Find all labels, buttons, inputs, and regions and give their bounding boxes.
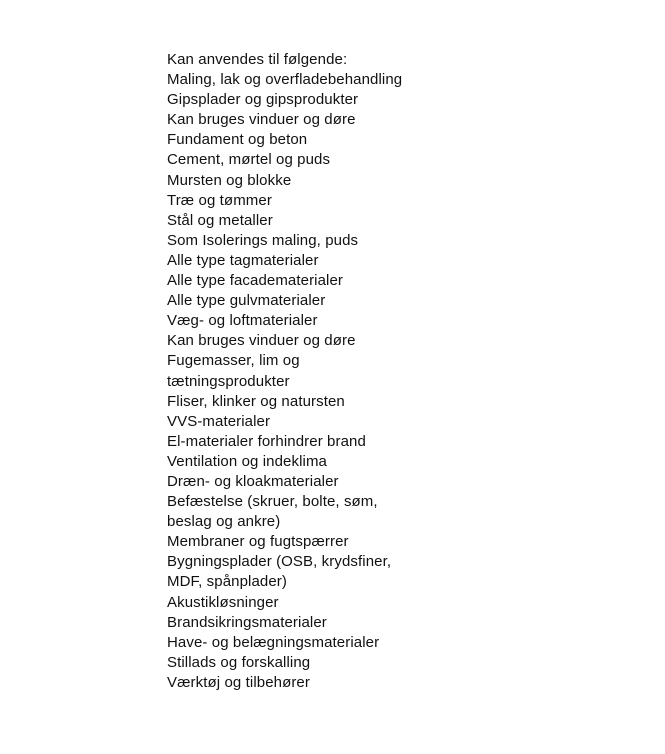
- list-heading: Kan anvendes til følgende:: [167, 51, 348, 68]
- list-item-continuation: MDF, spånplader): [167, 573, 287, 591]
- list-item: Stillads og forskalling: [167, 653, 311, 671]
- list-item: Fundament og beton: [167, 131, 308, 149]
- list-item: Membraner og fugtspærrer: [167, 533, 349, 551]
- list-item: Dræn- og kloakmaterialer: [167, 472, 339, 490]
- list-item: Akustikløsninger: [167, 593, 279, 611]
- list-item: Alle type facadematerialer: [167, 272, 344, 290]
- list-item: Som Isolerings maling, puds: [167, 231, 359, 249]
- list-item: Alle type tagmaterialer: [167, 251, 319, 269]
- list-item: Træ og tømmer: [167, 191, 272, 209]
- list-item: Bygningsplader (OSB, krydsfiner,: [167, 553, 392, 571]
- list-item: Befæstelse (skruer, bolte, søm,: [167, 493, 378, 511]
- list-item: Ventilation og indeklima: [167, 452, 328, 470]
- list-item: Alle type gulvmaterialer: [167, 292, 326, 310]
- list-item: Værktøj og tilbehører: [167, 673, 310, 691]
- list-item-continuation: tætningsprodukter: [167, 372, 290, 390]
- list-item: Cement, mørtel og puds: [167, 151, 331, 169]
- list-item: Gipsplader og gipsprodukter: [167, 91, 359, 109]
- list-item: VVS-materialer: [167, 412, 271, 430]
- usage-list: [167, 50, 467, 693]
- list-item: Væg- og loftmaterialer: [167, 312, 318, 330]
- list-item: Fliser, klinker og natursten: [167, 392, 345, 410]
- list-item: Mursten og blokke: [167, 171, 292, 189]
- list-item-continuation: beslag og ankre): [167, 513, 281, 531]
- list-item: Kan bruges vinduer og døre: [167, 111, 356, 129]
- list-item: Maling, lak og overfladebehandling: [167, 71, 403, 89]
- list-item: Stål og metaller: [167, 211, 273, 229]
- list-item: El-materialer forhindrer brand: [167, 432, 366, 450]
- list-item: Fugemasser, lim og: [167, 352, 300, 370]
- list-item: Kan bruges vinduer og døre: [167, 332, 356, 350]
- list-item: Have- og belægningsmaterialer: [167, 633, 380, 651]
- list-item: Brandsikringsmaterialer: [167, 613, 327, 631]
